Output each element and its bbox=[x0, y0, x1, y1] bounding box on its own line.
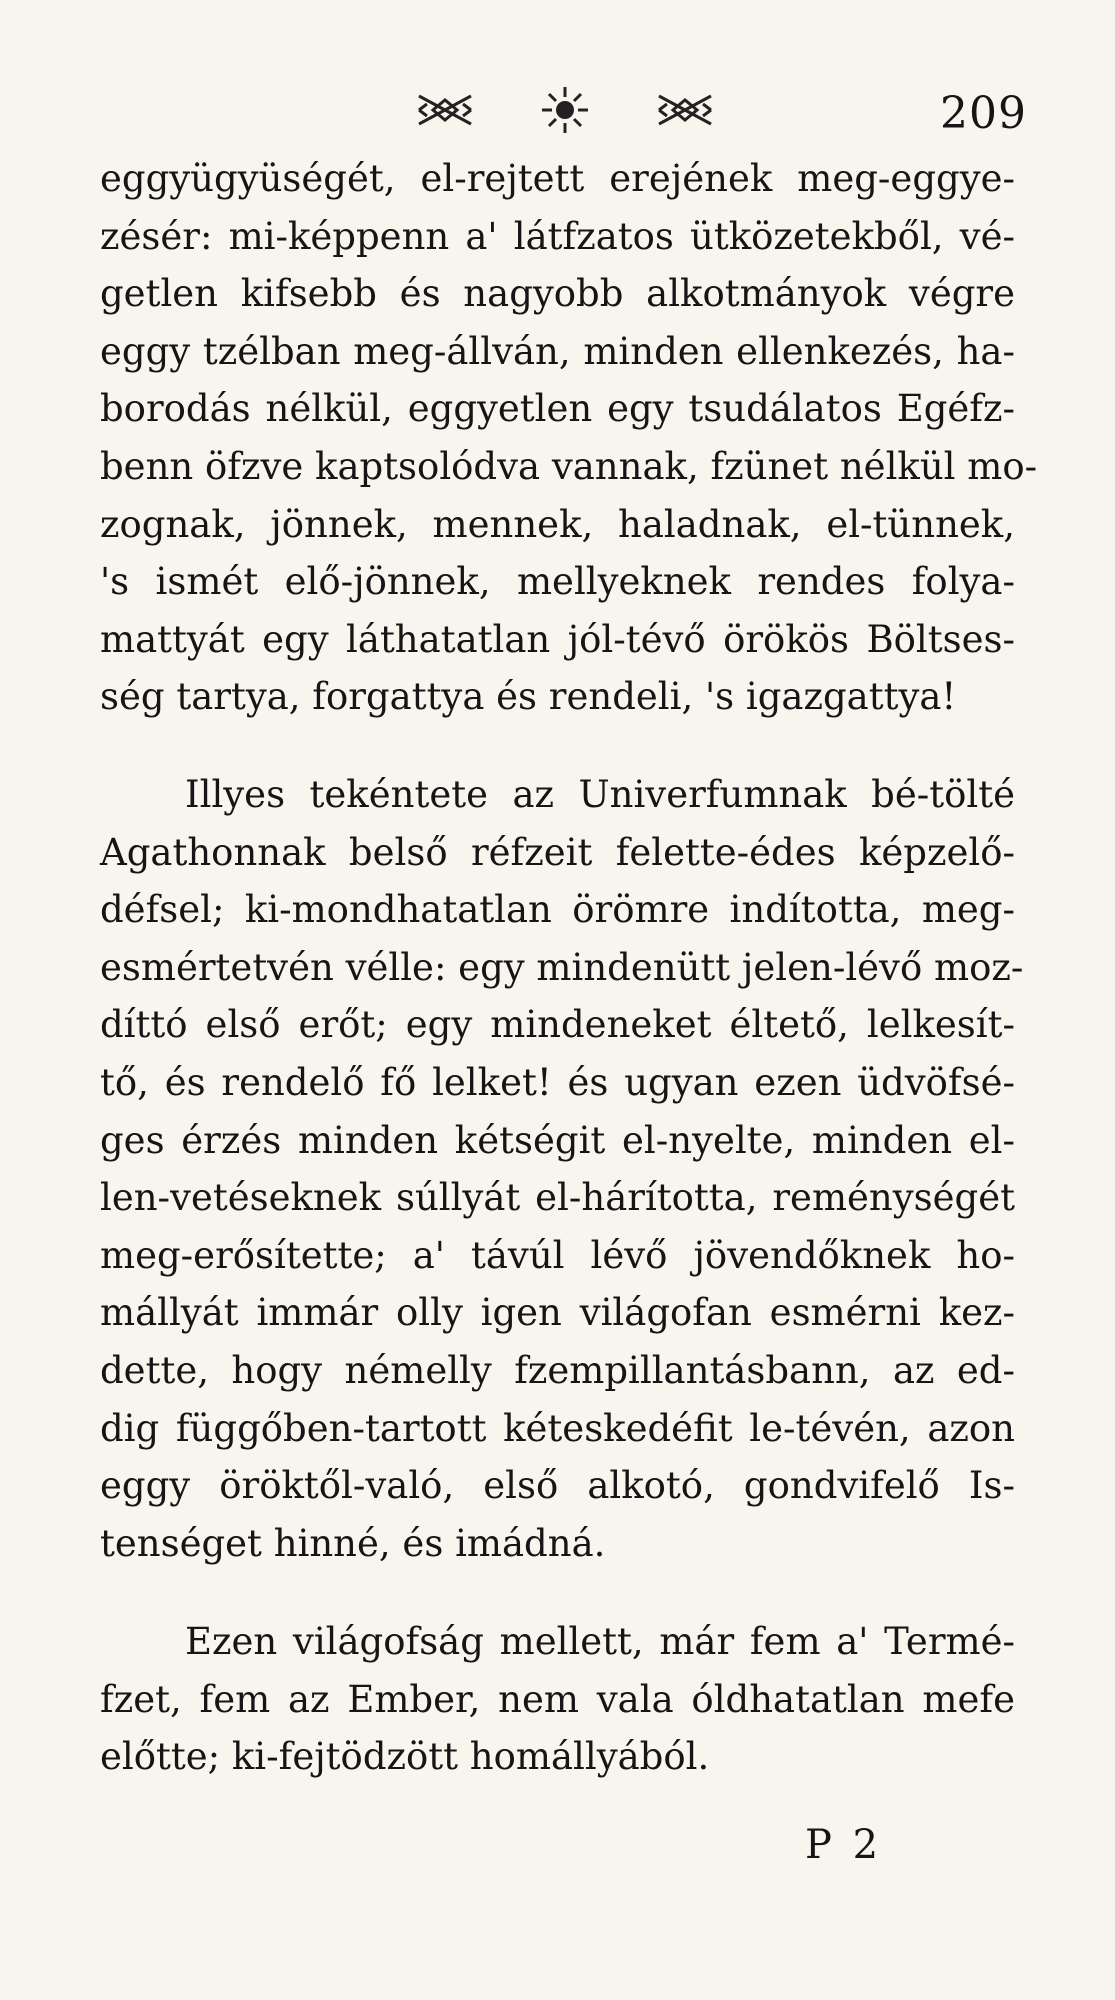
text-line: tenséget hinné, és imádná. bbox=[100, 1521, 606, 1565]
text-line: Ezen világofság mellett, már fem a' Termé- bbox=[185, 1620, 1015, 1663]
text-line: borodás nélkül, eggyetlen egy tsudálatos Egéfz- bbox=[100, 387, 1015, 431]
text-line: előtte; ki-fejtödzött homállyából. bbox=[100, 1735, 710, 1779]
text-line: ges érzés minden kétségit el-nyelte, minden el- bbox=[100, 1118, 1015, 1162]
text-line: meg-erősítette; a' távúl lévő jövendőknek ho- bbox=[100, 1233, 1015, 1277]
text-line: défsel; ki-mondhatatlan örömre indította, meg- bbox=[100, 888, 1015, 932]
text-line: tő, és rendelő fő lelket! és ugyan ezen üdvöfsé- bbox=[100, 1060, 1015, 1104]
text-line: zésér: mi-képpenn a' látfzatos ütközetekből, vé- bbox=[100, 214, 1015, 258]
text-line: díttó első erőt; egy mindeneket éltető, lelkesít- bbox=[100, 1003, 1015, 1047]
text-line: Illyes tekéntete az Univerfumnak bé-tölté bbox=[185, 773, 1015, 816]
text-line: mállyát immár olly igen világofan esmérni kez- bbox=[100, 1291, 1015, 1335]
text-line: eggy tzélban meg-állván, minden ellenkezés, ha- bbox=[100, 329, 1015, 373]
text-line: len-vetéseknek súllyát el-hárította, reménységét bbox=[100, 1176, 1015, 1220]
catchword: P 2 bbox=[805, 1822, 883, 1868]
text-line: eggy öröktől-való, első alkotó, gondvifelő Is- bbox=[100, 1464, 1015, 1508]
text-line: benn öfzve kaptsolódva vannak, fzünet nélkül mo- bbox=[100, 444, 1038, 488]
text-line: 's ismét elő-jönnek, mellyeknek rendes folya- bbox=[100, 560, 1015, 604]
cross-ornament-icon bbox=[655, 90, 715, 130]
text-line: mattyát egy láthatatlan jól-tévő örökös Böltses- bbox=[100, 617, 1015, 661]
paragraph-3 bbox=[100, 1613, 1015, 1786]
page-number: 209 bbox=[940, 88, 1027, 139]
text-line: dig függőben-tartott kéteskedéfit le-tévén, azon bbox=[100, 1406, 1015, 1450]
cross-ornament-icon bbox=[415, 90, 475, 130]
text-line: getlen kifsebb és nagyobb alkotmányok végre bbox=[100, 272, 1015, 316]
text-line: ség tartya, forgattya és rendeli, 's igazgattya! bbox=[100, 675, 957, 719]
paragraph-1 bbox=[100, 150, 1038, 726]
sun-ornament-icon bbox=[540, 85, 590, 135]
text-line: zognak, jönnek, mennek, haladnak, el-tünnek, bbox=[100, 502, 1015, 546]
text-line: Agathonnak belső réfzeit felette-édes képzelő- bbox=[100, 830, 1015, 874]
text-line: fzet, fem az Ember, nem vala óldhatatlan mefe bbox=[100, 1677, 1015, 1721]
paragraph-2 bbox=[100, 766, 1024, 1572]
text-line: eggyügyüségét, el-rejtett erejének meg-eggye- bbox=[100, 157, 1015, 200]
text-line: esmértetvén vélle: egy mindenütt jelen-lévő moz- bbox=[100, 945, 1024, 989]
header-ornament bbox=[415, 85, 715, 135]
text-line: dette, hogy némelly fzempillantásbann, az ed- bbox=[100, 1348, 1015, 1392]
